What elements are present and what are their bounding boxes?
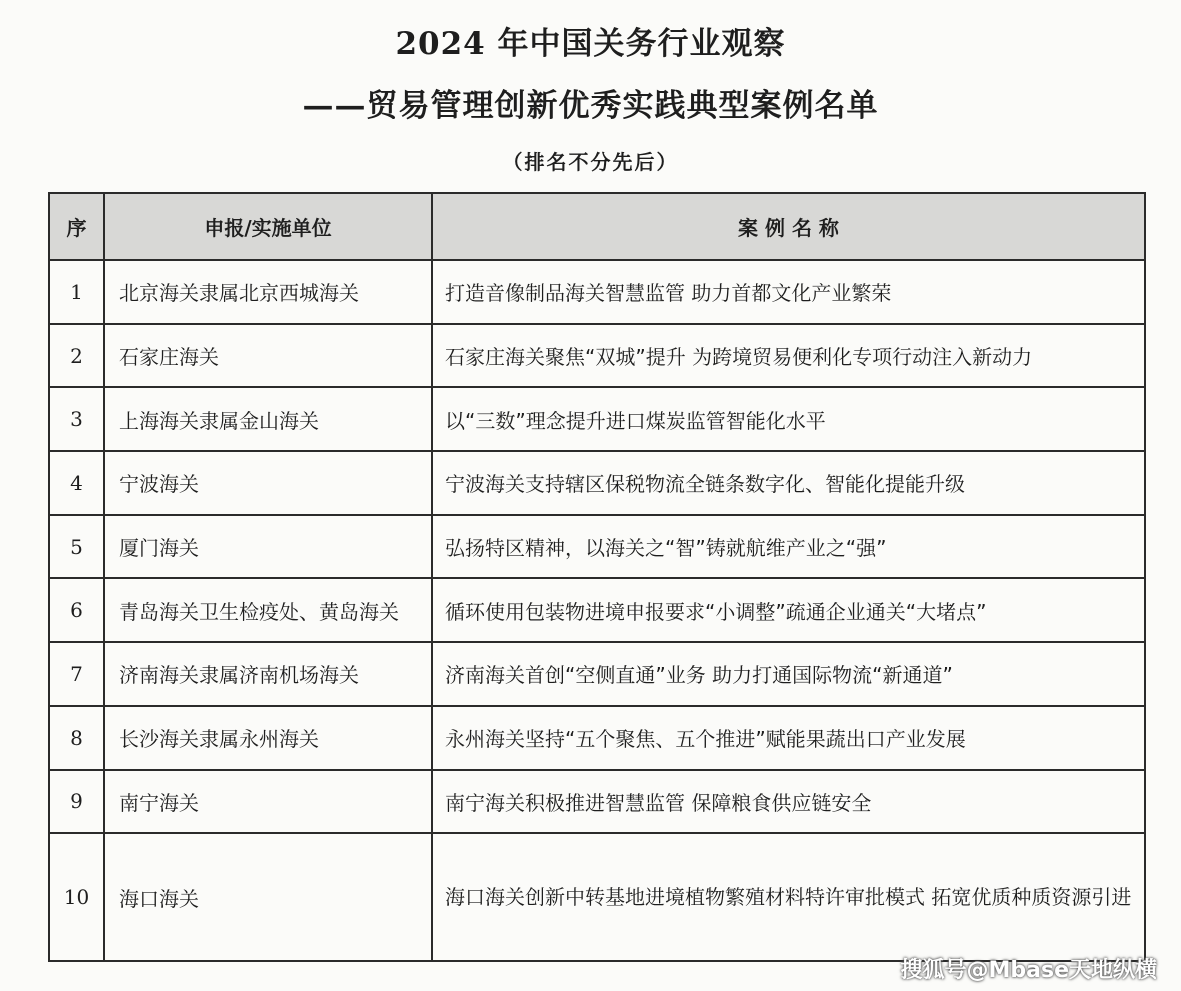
table-row (49, 260, 1145, 324)
ranking-note: （排名不分先后） (502, 150, 679, 174)
row-case-name: 打造音像制品海关智慧监管 助力首都文化产业繁荣 (432, 260, 1145, 324)
row-case-name: 石家庄海关聚焦“双城”提升 为跨境贸易便利化专项行动注入新动力 (432, 324, 1145, 388)
row-number: 2 (49, 324, 104, 388)
table-row (49, 642, 1145, 706)
table-row (49, 451, 1145, 515)
row-number: 9 (49, 770, 104, 834)
row-unit: 宁波海关 (104, 451, 432, 515)
row-unit: 济南海关隶属济南机场海关 (104, 642, 432, 706)
table-row (49, 706, 1145, 770)
table-header-row (49, 193, 1145, 260)
table-row (49, 324, 1145, 388)
row-number: 6 (49, 578, 104, 642)
page-subtitle: ——贸易管理创新优秀实践典型案例名单 (302, 88, 879, 124)
table-row (49, 770, 1145, 834)
header-no: 序 (49, 193, 104, 260)
row-unit: 长沙海关隶属永州海关 (104, 706, 432, 770)
row-case-name: 循环使用包装物进境申报要求“小调整”疏通企业通关“大堵点” (432, 578, 1145, 642)
row-number: 10 (49, 833, 104, 961)
table-row (49, 387, 1145, 451)
row-number: 4 (49, 451, 104, 515)
row-unit: 北京海关隶属北京西城海关 (104, 260, 432, 324)
header-unit: 申报/实施单位 (104, 193, 432, 260)
row-case-name: 弘扬特区精神，以海关之“智”铸就航维产业之“强” (432, 515, 1145, 579)
row-unit: 厦门海关 (104, 515, 432, 579)
row-number: 5 (49, 515, 104, 579)
row-case-name: 永州海关坚持“五个聚焦、五个推进”赋能果蔬出口产业发展 (432, 706, 1145, 770)
row-unit: 上海海关隶属金山海关 (104, 387, 432, 451)
row-number: 3 (49, 387, 104, 451)
row-case-name: 海口海关创新中转基地进境植物繁殖材料特许审批模式 拓宽优质种质资源引进 (432, 833, 1145, 961)
table-row (49, 515, 1145, 579)
row-number: 1 (49, 260, 104, 324)
header-case: 案 例 名 称 (432, 193, 1145, 260)
row-unit: 南宁海关 (104, 770, 432, 834)
case-list-table (48, 192, 1146, 962)
table-row (49, 833, 1145, 961)
row-case-name: 宁波海关支持辖区保税物流全链条数字化、智能化提能升级 (432, 451, 1145, 515)
table-row (49, 578, 1145, 642)
row-case-name: 南宁海关积极推进智慧监管 保障粮食供应链安全 (432, 770, 1145, 834)
row-number: 7 (49, 642, 104, 706)
row-unit: 海口海关 (104, 833, 432, 961)
row-unit: 石家庄海关 (104, 324, 432, 388)
page-title: 2024 年中国关务行业观察 (395, 26, 786, 62)
row-number: 8 (49, 706, 104, 770)
row-case-name: 济南海关首创“空侧直通”业务 助力打通国际物流“新通道” (432, 642, 1145, 706)
row-case-name: 以“三数”理念提升进口煤炭监管智能化水平 (432, 387, 1145, 451)
row-unit: 青岛海关卫生检疫处、黄岛海关 (104, 578, 432, 642)
source-watermark: 搜狐号@Mbase天地纵横 (900, 958, 1157, 983)
